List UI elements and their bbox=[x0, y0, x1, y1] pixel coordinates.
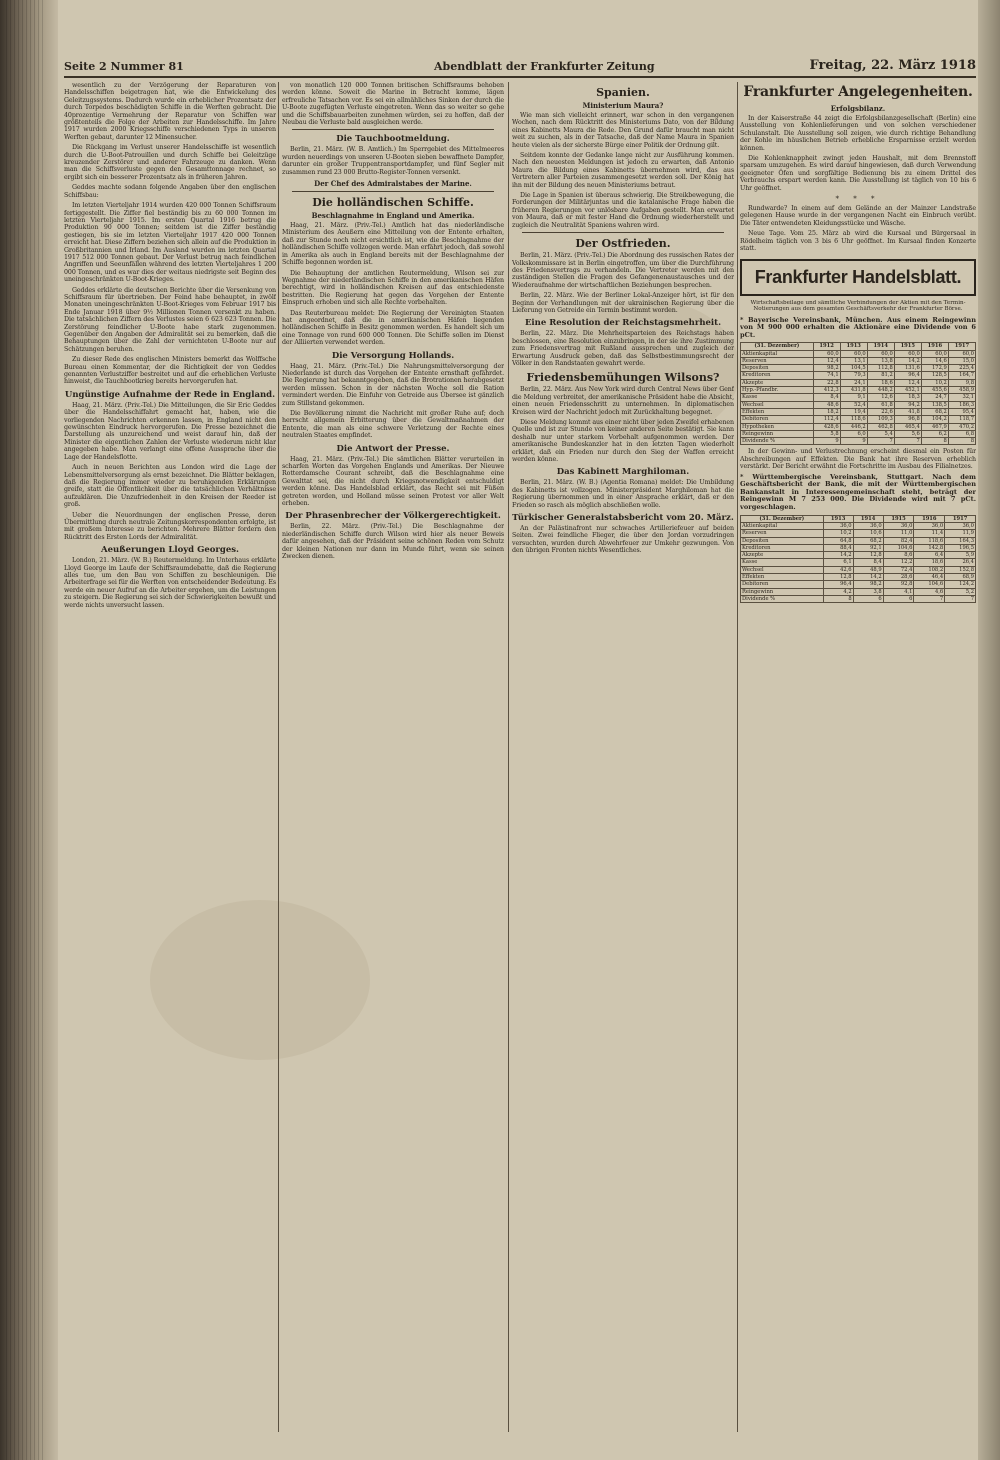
table-row bbox=[741, 537, 976, 544]
table-row bbox=[741, 574, 976, 581]
table-row bbox=[741, 401, 976, 408]
table-header-cell: 1914 bbox=[867, 343, 894, 350]
section-title: Frankfurter Angelegenheiten. bbox=[743, 84, 973, 100]
table-cell: 112,8 bbox=[867, 365, 894, 372]
article-heading: Ungünstige Aufnahme der Rede in England. bbox=[64, 389, 276, 400]
table-cell: 98,2 bbox=[853, 581, 883, 588]
table-cell: 6,2 bbox=[921, 430, 948, 437]
table-row bbox=[741, 394, 976, 401]
table-cell: 12,4 bbox=[813, 357, 840, 364]
article-paragraph: wesentlich zu der Verzögerung der Reparaturen von Handelsschiffen beigetragen hat, wie die Entwickelung des Geleitzugssystems. Dadurch wurde ein erheblicher Prozentsatz der durch Torpedos beschädigten Schiffe in die Werften gebracht. Die 40prozentige Vermehrung der Reparatur von Schiffen war größtenteils die Folge der Arbeiten zur Handelsschiffe. Im Jahre 1917 wurden 2000 Kriegsschiffe verschiedenen Typs in unseren Werften gebaut, darunter 12 Minensucher. bbox=[64, 82, 276, 141]
article-heading: Das Kabinett Marghiloman. bbox=[556, 467, 690, 478]
table-row bbox=[741, 350, 976, 357]
article-heading: Die Antwort der Presse. bbox=[336, 443, 450, 454]
table-cell: 22,6 bbox=[867, 408, 894, 415]
table-cell: 74,1 bbox=[813, 372, 840, 379]
article-paragraph: Die Kohlenknappheit zwingt jeden Haushalt, mit dem Brennstoff sparsam umzugehen. Es wird darauf hingewiesen, daß durch Verwendung geeigneter Öfen und sorgfältige Bedienung bis zu einem Drittel des Verbrauchs erspart werden kann. Die Ausstellung ist täglich von 10 bis 6 Uhr geöffnet. bbox=[740, 155, 976, 192]
table-cell: 3,8 bbox=[853, 588, 883, 595]
table-cell: 104,5 bbox=[840, 365, 867, 372]
table-cell: 36,0 bbox=[853, 522, 883, 529]
table-cell: 458,9 bbox=[948, 387, 975, 394]
article-paragraph: Haag, 21. März. (Priv.-Tel.) Die sämtlichen Blätter verurteilen in scharfen Worten das Vorgehen Englands und Amerikas. Der Nieuwe Rotterdamsche Courant schreibt, daß die Beschlagnahme eine Gewalttat sei, die nicht durch Kriegsnotwendigkeit entschuldigt werden könne. Das Handelsblad erklärt, das Recht sei mit Füßen getreten worden, und Holland müsse seinen Protest vor aller Welt erheben. bbox=[282, 455, 504, 508]
table-row bbox=[741, 387, 976, 394]
table-cell: 9,8 bbox=[948, 379, 975, 386]
table-row bbox=[741, 438, 976, 445]
table-cell: 6,1 bbox=[823, 559, 853, 566]
table-cell: 4,2 bbox=[823, 588, 853, 595]
article-heading: Der Phrasenbrecher der Völkergerechtigkeit. bbox=[285, 511, 501, 522]
table-cell: 4,6 bbox=[914, 588, 945, 595]
article-paragraph: London, 21. März. (W. B.) Reutermeldung. Im Unterhaus erklärte Lloyd George im Laufe der Schiffsraumdebatte, daß die Regierung alles tue, um den Bau von Schiffen zu beschleunigen. Die Arbeiterfrage sei für die Werften von entscheidender Bedeutung. Es werde ein neuer Aufruf an die Arbeiter ergehen, um die Leistungen zu steigern. Die Regierung sei sich der Schwierigkeiten bewußt und werde nichts unversucht lassen. bbox=[64, 557, 276, 609]
table-cell: 94,2 bbox=[894, 401, 921, 408]
table-cell: 109,3 bbox=[867, 416, 894, 423]
table-cell: 52,4 bbox=[840, 401, 867, 408]
table-header-cell: 1913 bbox=[840, 343, 867, 350]
column-1 bbox=[64, 82, 276, 1432]
table-cell: 9 bbox=[813, 438, 840, 445]
table-row bbox=[741, 408, 976, 415]
table-row-label: Reingewinn bbox=[741, 588, 824, 595]
table-cell: 448,2 bbox=[867, 387, 894, 394]
table-cell: 19,4 bbox=[840, 408, 867, 415]
table-header-row bbox=[741, 515, 976, 522]
table-cell: 72,4 bbox=[883, 566, 914, 573]
table-cell: 118,6 bbox=[914, 537, 945, 544]
table-cell: 60,0 bbox=[921, 350, 948, 357]
article-paragraph: Ueber die Neuordnungen der englischen Presse, deren Übermittlung durch neutrale Zeitungskorrespondenten erfolgte, ist mit großem Interesse zu berichten. Mehrere Blätter fordern den Rücktritt des Ersten Lords der Admiralität. bbox=[64, 511, 276, 541]
article-paragraph: Auch in neuen Berichten aus London wird die Lage der Lebensmittelversorgung als ernst bezeichnet. Die Blätter beklagen, daß die Regierung immer wieder zu beruhigenden Erklärungen greife, statt die Öffentlichkeit über die tatsächlichen Verhältnisse aufzuklären. Die Unzufriedenheit in den Kreisen der Reeder ist groß. bbox=[64, 464, 276, 509]
table-row bbox=[741, 372, 976, 379]
masthead-running: Abendblatt der Frankfurter Zeitung bbox=[434, 60, 655, 73]
article-paragraph: Neue Tage. Vom 25. März ab wird die Kursaal und Bürgersaal in Rödelheim täglich von 3 bis 6 Uhr geöffnet. Im Kursaal finden Konzerte statt. bbox=[740, 230, 976, 253]
article-heading: Die holländischen Schiffe. bbox=[312, 196, 474, 210]
article-paragraph: Berlin, 22. März. Die Mehrheitsparteien des Reichstags haben beschlossen, eine Resolution einzubringen, in der sie ihre Zustimmung zum Friedensvertrag mit Rußland aussprechen und zugleich der Erwartung Ausdruck geben, daß das Selbstbestimmungsrecht der Völker in den Randstaaten gewahrt werde. bbox=[512, 330, 734, 367]
table-header-cell: 1915 bbox=[883, 515, 914, 522]
table-cell: 61,8 bbox=[867, 401, 894, 408]
table-row-label: Wechsel bbox=[741, 566, 824, 573]
table-cell: 12,4 bbox=[894, 379, 921, 386]
article-paragraph: Seitdem konnte der Gedanke lange nicht zur Ausführung kommen. Nach den neuesten Meldungen ist jedoch zu erwarten, daß Antonio Maura die Bildung eines Kabinetts übernehmen wird, das aus Vertretern aller Parteien zusammengesetzt werden soll. Der König hat ihn mit der Bildung des neuen Ministeriums betraut. bbox=[512, 152, 734, 189]
article-paragraph: Die Bevölkerung nimmt die Nachricht mit großer Ruhe auf; doch herrscht allgemein Erbitterung über die Gewaltmaßnahmen der Entente, die man als eine schwere Verletzung der Rechte eines neutralen Staates empfindet. bbox=[282, 410, 504, 440]
article-paragraph: Das Reuterbureau meldet: Die Regierung der Vereinigten Staaten hat angeordnet, daß die in amerikanischen Häfen liegenden holländischen Schiffe in Besitz genommen werden. Es handelt sich um eine Tonnage von rund 600 000 Tonnen. Die Schiffe sollen im Dienst der Alliierten verwendet werden. bbox=[282, 309, 504, 347]
table-cell: 8,4 bbox=[853, 559, 883, 566]
table-cell: 196,5 bbox=[945, 544, 976, 551]
table-header-cell: 1916 bbox=[914, 515, 945, 522]
table-cell: 412,3 bbox=[813, 387, 840, 394]
table-cell: 7 bbox=[945, 595, 976, 602]
handelsblatt-masthead: Frankfurter Handelsblatt. bbox=[740, 259, 976, 296]
table-header-cell: (31. Dezember) bbox=[741, 515, 824, 522]
table-cell: 467,9 bbox=[921, 423, 948, 430]
table-cell: 5,9 bbox=[945, 552, 976, 559]
right-page-edge bbox=[978, 0, 1000, 1460]
table-row-label: Reserven bbox=[741, 530, 824, 537]
article-paragraph: In der Gewinn- und Verlustrechnung erscheint diesmal ein Posten für Abschreibungen auf Effekten. Die Bank hat ihre Reserven erheblich verstärkt. Der Bericht erwähnt die Fortschritte im Ausbau des Filialnetzes. bbox=[740, 448, 976, 471]
table-cell: 6,8 bbox=[948, 430, 975, 437]
table-cell: 12,8 bbox=[853, 552, 883, 559]
table-cell: 64,8 bbox=[823, 537, 853, 544]
table-cell: 48,6 bbox=[813, 401, 840, 408]
table-cell: 8 bbox=[921, 438, 948, 445]
table-row-label: Debitoren bbox=[741, 581, 824, 588]
article-paragraph: von monatlich 120 000 Tonnen britischen Schiffsraums behoben werden könne. Soweit die Marine in Betracht komme, lägen erfreuliche Tatsachen vor. Es sei ein allmähliches Sinken der durch die U-Boote zugefügten Verluste eingetreten. Wenn das so weiter so gehe und die Schiffsbauarbeiten zunehmen würden, sei zu hoffen, daß der Neubau die Verluste bald ausgleichen werde. bbox=[282, 82, 504, 127]
table-row bbox=[741, 365, 976, 372]
table-cell: 6 bbox=[853, 595, 883, 602]
table-cell: 186,3 bbox=[948, 401, 975, 408]
table-cell: 104,2 bbox=[921, 416, 948, 423]
table-row-label: Depositen bbox=[741, 537, 824, 544]
article-heading: Eine Resolution der Reichstagsmehrheit. bbox=[524, 318, 722, 329]
article-paragraph: Berlin, 22. März. Wie der Berliner Lokal-Anzeiger hört, ist für den Beginn der Verhandlungen mit der ukrainischen Regierung über die Lieferung von Getreide ein Termin bestimmt worden. bbox=[512, 292, 734, 314]
table-cell: 6 bbox=[883, 595, 914, 602]
table-row-label: Kasse bbox=[741, 394, 814, 401]
table-row bbox=[741, 430, 976, 437]
article-paragraph: Die Behauptung der amtlichen Reutermeldung, Wilson sei zur Wegnahme der niederländischen Schiffe in den amerikanischen Häfen berechtigt, wird in holländischen Kreisen auf das entschiedenste bestritten. Die Regierung hat gegen das Vorgehen der Entente Einspruch erhoben und sich alle Rechte vorbehalten. bbox=[282, 269, 504, 307]
table-cell: 92,1 bbox=[853, 544, 883, 551]
article-paragraph: Haag, 21. März. (Priv.-Tel.) Die Nahrungsmittelversorgung der Niederlande ist durch das Vorgehen der Entente ernsthaft gefährdet. Die Regierung hat bekanntgegeben, daß die Brotrationen herabgesetzt werden müssen. Schon in der nächsten Woche soll die Ration vermindert werden. Die Einfuhr von Getreide aus Übersee ist gänzlich zum Stillstand gekommen. bbox=[282, 362, 504, 407]
table-cell: 8,4 bbox=[813, 394, 840, 401]
table-cell: 18,6 bbox=[867, 379, 894, 386]
table-cell: 124,2 bbox=[945, 581, 976, 588]
table-cell: 32,1 bbox=[948, 394, 975, 401]
table-cell: 8 bbox=[823, 595, 853, 602]
table-cell: 24,1 bbox=[840, 379, 867, 386]
table-row-label: Hypotheken bbox=[741, 423, 814, 430]
table-cell: 455,6 bbox=[921, 387, 948, 394]
table-cell: 118,6 bbox=[840, 416, 867, 423]
table-row-label: Effekten bbox=[741, 574, 824, 581]
table-cell: 60,0 bbox=[894, 350, 921, 357]
balance-table bbox=[740, 515, 976, 604]
table-header-cell: 1916 bbox=[921, 343, 948, 350]
table-row bbox=[741, 559, 976, 566]
article-paragraph: An der Palästinafront nur schwaches Artilleriefeuer auf beiden Seiten. Zwei feindliche Flieger, die über den Jordan vorzudringen versuchten, wurden durch Abwehrfeuer zur Umkehr gezwungen. Von den übrigen Fronten nichts Wesentliches. bbox=[512, 525, 734, 555]
table-cell: 14,2 bbox=[823, 552, 853, 559]
table-cell: 5,6 bbox=[894, 430, 921, 437]
table-header-row bbox=[741, 343, 976, 350]
table-row-label: Hyp.-Pfandbr. bbox=[741, 387, 814, 394]
table-row bbox=[741, 423, 976, 430]
table-cell: 6,0 bbox=[840, 430, 867, 437]
bank-report-heading: * Bayerische Vereinsbank, München. Aus einem Reingewinn von M 900 000 erhalten die Aktionäre eine Dividende von 6 pCt. bbox=[740, 315, 976, 339]
table-row bbox=[741, 522, 976, 529]
table-cell: 131,6 bbox=[894, 365, 921, 372]
article-paragraph: Zu dieser Rede des englischen Ministers bemerkt das Wolffsche Bureau einen Kommentar, der die Richtigkeit der von Geddes genannten Verlustziffer bestreitet und auf die erheblichen Verluste hinweist, die Tauchbootkrieg bereits hervorgerufen hat. bbox=[64, 356, 276, 386]
table-row bbox=[741, 566, 976, 573]
table-cell: 68,9 bbox=[945, 574, 976, 581]
table-cell: 172,9 bbox=[921, 365, 948, 372]
table-cell: 46,4 bbox=[914, 574, 945, 581]
table-cell: 60,0 bbox=[948, 350, 975, 357]
table-cell: 79,3 bbox=[840, 372, 867, 379]
article-subheading: Beschlagnahme in England und Amerika. bbox=[311, 211, 475, 221]
table-row-label: Debitoren bbox=[741, 416, 814, 423]
table-cell: 10,2 bbox=[823, 530, 853, 537]
table-row-label: Kreditoren bbox=[741, 372, 814, 379]
table-cell: 12,8 bbox=[823, 574, 853, 581]
article-paragraph: Die Lage in Spanien ist überaus schwierig. Die Streikbewegung, die Forderungen der Militärjuntas und die katalanische Frage haben die früheren Regierungen vor unlösbare Aufgaben gestellt. Man erwartet von Maura, daß er mit fester Hand die Ordnung wiederherstellt und zugleich die Neutralität Spaniens wahren wird. bbox=[512, 192, 734, 229]
table-cell: 152,8 bbox=[945, 566, 976, 573]
table-cell: 18,3 bbox=[894, 394, 921, 401]
table-row bbox=[741, 552, 976, 559]
table-row-label: Kasse bbox=[741, 559, 824, 566]
table-row bbox=[741, 530, 976, 537]
table-cell: 96,8 bbox=[894, 416, 921, 423]
article-paragraph: Berlin, 22. März. Aus New York wird durch Central News über Genf die Meldung verbreitet, der amerikanische Präsident habe die Absicht, einen neuen Friedensschritt zu unternehmen. In diplomatischen Kreisen wird der Nachricht jedoch mit Zurückhaltung begegnet. bbox=[512, 386, 734, 416]
article-paragraph: Haag, 21. März. (Priv.-Tel.) Die Mitteilungen, die Sir Eric Geddes über die Handelsschiffahrt gemacht hat, haben, wie die vorliegenden Nachrichten erkennen lassen, in England nicht den gewünschten Eindruck hervorgerufen. Die Presse bezeichnet die Darstellung als unzureichend und weist darauf hin, daß der Minister die eigentlichen Zahlen der Verluste wiederum nicht klar angegeben habe. Man verlangt eine offene Aussprache über die Lage der Handelsflotte. bbox=[64, 401, 276, 461]
table-cell: 95,4 bbox=[948, 408, 975, 415]
table-cell: 11,0 bbox=[883, 530, 914, 537]
table-cell: 7 bbox=[894, 438, 921, 445]
table-header-cell: 1917 bbox=[948, 343, 975, 350]
table-cell: 98,2 bbox=[813, 365, 840, 372]
table-cell: 5,2 bbox=[945, 588, 976, 595]
table-cell: 82,4 bbox=[883, 537, 914, 544]
article-subheading: Erfolgsbilanz. bbox=[830, 104, 886, 113]
table-cell: 42,6 bbox=[823, 566, 853, 573]
table-cell: 24,7 bbox=[921, 394, 948, 401]
table-cell: 5,4 bbox=[867, 430, 894, 437]
table-cell: 4,1 bbox=[883, 588, 914, 595]
table-header-cell: 1917 bbox=[945, 515, 976, 522]
table-cell: 462,8 bbox=[867, 423, 894, 430]
table-cell: 26,4 bbox=[945, 559, 976, 566]
table-cell: 36,0 bbox=[883, 522, 914, 529]
table-cell: 10,2 bbox=[921, 379, 948, 386]
article-heading: Spanien. bbox=[596, 86, 650, 99]
table-cell: 6,4 bbox=[914, 552, 945, 559]
table-cell: 14,2 bbox=[853, 574, 883, 581]
page-edges bbox=[6, 0, 46, 1460]
table-cell: 7 bbox=[914, 595, 945, 602]
table-cell: 96,4 bbox=[894, 372, 921, 379]
table-cell: 96,4 bbox=[823, 581, 853, 588]
table-cell: 88,4 bbox=[823, 544, 853, 551]
table-cell: 5,8 bbox=[813, 430, 840, 437]
article-paragraph: Geddes machte sodann folgende Angaben über den englischen Schiffsbau: bbox=[64, 184, 276, 199]
table-cell: 104,6 bbox=[883, 544, 914, 551]
table-row bbox=[741, 416, 976, 423]
table-row-label: Reserven bbox=[741, 357, 814, 364]
table-cell: 108,2 bbox=[914, 566, 945, 573]
table-cell: 12,6 bbox=[867, 394, 894, 401]
article-subheading: Ministerium Maura? bbox=[582, 101, 664, 110]
article-paragraph: Berlin, 21. März. (Priv.-Tel.) Die Abordnung des russischen Rates der Volkskommissare ist in Berlin eingetroffen, um über die Durchführung des Friedensvertrags zu verhandeln. Die Vertreter werden mit den zuständigen Stellen die Fragen des Gefangenenaustausches und der Wiederaufnahme der wirtschaftlichen Beziehungen besprechen. bbox=[512, 252, 734, 289]
table-cell: 8,6 bbox=[883, 552, 914, 559]
article-paragraph: Rundwarde? In einem auf dem Gelände an der Mainzer Landstraße gelegenen Hause wurde in der vergangenen Nacht ein Einbruch verübt. Die Täter entwendeten Kleidungsstücke und Wäsche. bbox=[740, 205, 976, 227]
signature: Der Chef des Admiralstabes der Marine. bbox=[314, 179, 472, 189]
table-cell: 465,4 bbox=[894, 423, 921, 430]
column-4 bbox=[740, 82, 976, 1432]
table-row bbox=[741, 357, 976, 364]
handelsblatt-subtitle: Wirtschaftsbeilage und sämtliche Verbindungen der Aktien mit den Termin-Notierungen aus dem gesamten Geschäftsverkehr der Frankfurter Börse. bbox=[750, 299, 966, 312]
table-cell: 60,0 bbox=[867, 350, 894, 357]
table-cell: 60,0 bbox=[840, 350, 867, 357]
table-row-label: Dividende % bbox=[741, 595, 824, 602]
table-cell: 18,6 bbox=[914, 559, 945, 566]
article-paragraph: Haag, 21. März. (Priv.-Tel.) Amtlich hat das niederländische Ministerium des Aeußern eine Mitteilung von der Entente erhalten, daß zur Stunde noch nicht ersichtlich ist, wie die Beschlagnahme der holländischen Schiffe vollzogen werde. Man erfährt jedoch, daß sowohl in Amerika als auch in England bereits mit der Beschlagnahme der Schiffe begonnen worden ist. bbox=[282, 222, 504, 267]
table-cell: 452,1 bbox=[894, 387, 921, 394]
column-rule bbox=[737, 82, 738, 1432]
table-cell: 15,0 bbox=[948, 357, 975, 364]
issue-date: Freitag, 22. März 1918 bbox=[809, 58, 976, 73]
page-header bbox=[64, 58, 976, 78]
table-row-label: Akzepte bbox=[741, 379, 814, 386]
table-cell: 14,2 bbox=[894, 357, 921, 364]
table-row-label: Akzepte bbox=[741, 552, 824, 559]
table-cell: 13,8 bbox=[867, 357, 894, 364]
table-cell: 428,6 bbox=[813, 423, 840, 430]
article-paragraph: Geddes erklärte die deutschen Berichte über die Versenkung von Schiffsraum für übertrieben. Der Feind habe behauptet, in zwölf Monaten uneingeschränkten U-Boot-Krieges vom Februar 1917 bis Ende Januar 1918 über 9½ Millionen Tonnen versenkt zu haben. Die tatsächlichen Ziffern des Verlustes seien 6 623 623 Tonnen. Die Zerstörung feindlicher U-Boote habe stark zugenommen. Gegenüber den Angaben der Admiralität sei zu bemerken, daß die Behauptungen über die Zahl der vernichteten U-Boote nur auf Schätzungen beruhen. bbox=[64, 286, 276, 353]
table-cell: 11,4 bbox=[914, 530, 945, 537]
table-row bbox=[741, 544, 976, 551]
table-row-label: Kreditoren bbox=[741, 544, 824, 551]
table-cell: 128,5 bbox=[921, 372, 948, 379]
column-2 bbox=[282, 82, 504, 1432]
table-cell: 81,2 bbox=[867, 372, 894, 379]
table-cell: 8 bbox=[948, 438, 975, 445]
table-row bbox=[741, 588, 976, 595]
divider bbox=[292, 191, 494, 192]
table-cell: 164,7 bbox=[948, 372, 975, 379]
column-3 bbox=[512, 82, 734, 1432]
article-paragraph: In der Kaiserstraße 44 zeigt die Erfolgsbilanzgesellschaft (Berlin) eine Ausstellung von Kohlenlieferungen und von solchen verschiedener Schulanstalt. Die Ausstellung soll zeigen, wie durch richtige Behandlung der Kohle im häuslichen Betrieb erhebliche Ersparnisse erzielt werden können. bbox=[740, 115, 976, 152]
table-header-cell: 1915 bbox=[894, 343, 921, 350]
table-cell: 446,2 bbox=[840, 423, 867, 430]
article-paragraph: Berlin, 21. März. (W. B. Amtlich.) Im Sperrgebiet des Mittelmeeres wurden neuerdings von unseren U-Booten sieben bewaffnete Dampfer, darunter ein großer Truppentransportdampfer, und fünf Segler mit zusammen rund 23 000 Brutto-Register-Tonnen versenkt. bbox=[282, 146, 504, 176]
table-cell: 9 bbox=[840, 438, 867, 445]
table-header-cell: 1914 bbox=[853, 515, 883, 522]
table-row bbox=[741, 581, 976, 588]
table-cell: 92,8 bbox=[883, 581, 914, 588]
article-heading: Türkischer Generalstabsbericht vom 20. März. bbox=[512, 513, 734, 524]
table-cell: 118,7 bbox=[948, 416, 975, 423]
table-cell: 14,6 bbox=[921, 357, 948, 364]
table-cell: 68,2 bbox=[921, 408, 948, 415]
table-header-cell: 1913 bbox=[823, 515, 853, 522]
table-cell: 10,6 bbox=[853, 530, 883, 537]
article-paragraph: Wie man sich vielleicht erinnert, war schon in den vergangenen Wochen, nach dem Rücktritt des Ministeriums Dato, von der Bildung eines Kabinetts Maura die Rede. Den Grund dafür braucht man nicht weit zu suchen, als in der Tatsache, daß der Name Maura in Spanien heute vielen als der sicherste Bürge einer Politik der Ordnung gilt. bbox=[512, 112, 734, 149]
page-number: Seite 2 Nummer 81 bbox=[64, 60, 184, 73]
table-row-label: Reingewinn bbox=[741, 430, 814, 437]
table-cell: 112,4 bbox=[813, 416, 840, 423]
balance-table bbox=[740, 342, 976, 445]
divider bbox=[292, 129, 494, 130]
table-cell: 12,2 bbox=[883, 559, 914, 566]
table-cell: 7 bbox=[867, 438, 894, 445]
table-row-label: Depositen bbox=[741, 365, 814, 372]
table-cell: 164,3 bbox=[945, 537, 976, 544]
table-cell: 22,8 bbox=[813, 379, 840, 386]
article-heading: Der Ostfrieden. bbox=[575, 237, 671, 251]
article-paragraph: Berlin, 22. März. (Priv.-Tel.) Die Beschlagnahme der niederländischen Schiffe durch Wilson wird hier als neuer Beweis dafür angesehen, daß der Präsident seine schönen Reden vom Schutz der kleinen Nationen nur dann im Munde führt, wenn sie seinen Zwecken dienen. bbox=[282, 523, 504, 561]
table-row-label: Effekten bbox=[741, 408, 814, 415]
table-cell: 36,0 bbox=[914, 522, 945, 529]
article-paragraph: Diese Meldung kommt aus einer nicht über jeden Zweifel erhabenen Quelle und ist zur Stunde von keiner anderen Seite bestätigt. Sie kann deshalb nur unter starkem Vorbehalt aufgenommen werden. Der amerikanische Bundeskanzler hat in den letzten Tagen wiederholt erklärt, daß ein Frieden nur durch den Sieg der Waffen erreicht werden könne. bbox=[512, 419, 734, 464]
article-heading: Friedensbemühungen Wilsons? bbox=[526, 371, 720, 385]
column-rule bbox=[278, 82, 279, 1432]
table-cell: 18,2 bbox=[813, 408, 840, 415]
table-cell: 9,1 bbox=[840, 394, 867, 401]
section-separator: * * * bbox=[835, 195, 881, 204]
table-cell: 431,8 bbox=[840, 387, 867, 394]
table-cell: 36,0 bbox=[945, 522, 976, 529]
bank-report-heading: * Württembergische Vereinsbank, Stuttgart. Nach dem Geschäftsbericht der Bank, die mit der Württembergischen Bankanstalt in Interessengemeinschaft steht, beträgt der Reingewinn M 7 253 000. Die Dividende wird mit 7 pCt. vorgeschlagen. bbox=[740, 472, 976, 512]
table-cell: 28,6 bbox=[883, 574, 914, 581]
table-row bbox=[741, 379, 976, 386]
article-paragraph: Berlin, 21. März. (W. B.) (Agentia Romana) meldet: Die Umbildung des Kabinetts ist vollzogen. Ministerpräsident Marghiloman hat die Regierung übernommen und in einer Ansprache erklärt, daß er den Frieden so rasch als möglich abschließen wolle. bbox=[512, 479, 734, 509]
table-cell: 470,2 bbox=[948, 423, 975, 430]
article-heading: Die Tauchbootmeldung. bbox=[336, 134, 450, 145]
article-paragraph: Die Rückgang im Verlust unserer Handelsschiffe ist wesentlich durch die U-Boot-Patrouillen und durch Schiffe bei Geleitzüge kreuzender Zerstörer und anderer Fahrzeuge zu danken. Wenn man die Schiffsverluste gegen den Gesamttonnage rechnet, so ergibt sich ein besserer Prozentsatz als in früheren Jahren. bbox=[64, 144, 276, 181]
table-header-cell: 1912 bbox=[813, 343, 840, 350]
table-header-cell: (31. Dezember) bbox=[741, 343, 814, 350]
table-cell: 68,2 bbox=[853, 537, 883, 544]
article-heading: Aeußerungen Lloyd Georges. bbox=[100, 545, 239, 556]
table-cell: 13,1 bbox=[840, 357, 867, 364]
table-cell: 60,0 bbox=[813, 350, 840, 357]
table-cell: 142,8 bbox=[914, 544, 945, 551]
table-cell: 138,5 bbox=[921, 401, 948, 408]
table-row-label: Dividende % bbox=[741, 438, 814, 445]
table-row-label: Aktienkapital bbox=[741, 350, 814, 357]
table-cell: 11,9 bbox=[945, 530, 976, 537]
table-row-label: Wechsel bbox=[741, 401, 814, 408]
table-cell: 48,9 bbox=[853, 566, 883, 573]
divider bbox=[522, 232, 724, 233]
table-cell: 104,6 bbox=[914, 581, 945, 588]
book-binding bbox=[0, 0, 58, 1460]
article-paragraph: Im letzten Vierteljahr 1914 wurden 420 000 Tonnen Schiffsraum fertiggestellt. Die Ziffer fiel beständig bis zu 60 000 Tonnen im letzten Vierteljahr 1915. Im ersten Quartal 1916 betrug die Produktion 90 000 Tonnen; seitdem ist die Ziffer beständig gestiegen, bis sie im letzten Vierteljahr 1917 420 000 Tonnen erreicht hat. Diese Ziffern beziehen sich allein auf die Produktion in Großbritannien und Irland. Im Ausland wurden im letzten Quartal 1917 512 000 Tonnen gebaut. Der Verlust betrug nach feindlichen Angriffen und Seeunfällen während des letzten Vierteljahres 1 200 000 Tonnen, und es war dies der weitaus niedrigste seit Beginn des uneingeschränkten U-Boot-Krieges. bbox=[64, 202, 276, 284]
column-rule bbox=[508, 82, 509, 1432]
article-heading: Die Versorgung Hollands. bbox=[331, 350, 455, 361]
table-cell: 36,0 bbox=[823, 522, 853, 529]
table-row-label: Aktienkapital bbox=[741, 522, 824, 529]
table-cell: 41,8 bbox=[894, 408, 921, 415]
table-row bbox=[741, 595, 976, 602]
table-cell: 225,4 bbox=[948, 365, 975, 372]
